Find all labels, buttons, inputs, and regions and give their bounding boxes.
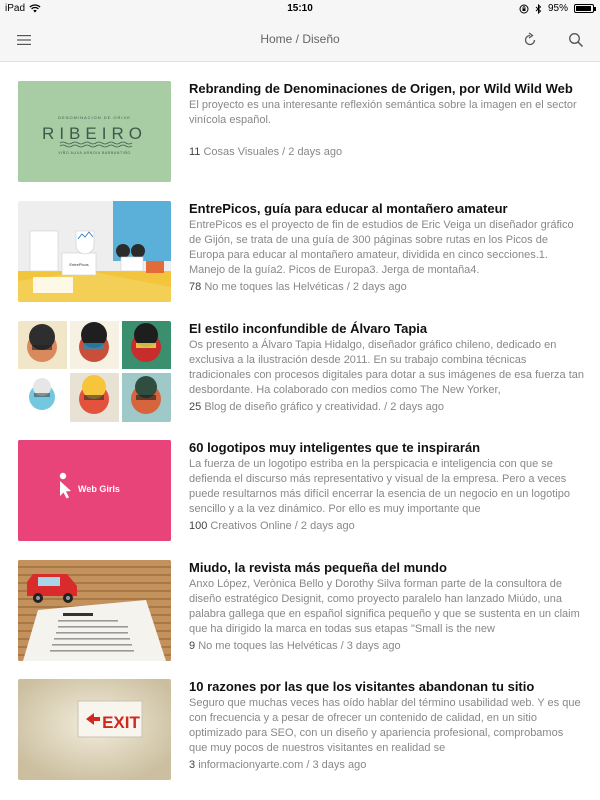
article-text <box>189 560 584 654</box>
article-excerpt: El proyecto es una interesante reflexión semántica sobre la imagen en el sector vinícola español. <box>189 99 577 126</box>
portraits-collage <box>18 321 171 422</box>
battery-percent: 95% <box>547 3 568 14</box>
article-source-time: Creativos Online / 2 days ago <box>210 520 355 532</box>
article-excerpt: EntrePicos es el proyecto de fin de estudios de Eric Veiga un diseñador gráfico de Gijón, se trata de una guía de 300 páginas sobre rutas en los Picos de Europa para educar al montañero amateur, dividida en cinco secciones.1. Manejo de la guía2. Picos de Europa3. Jerga de montaña4. <box>189 219 574 276</box>
refresh-button[interactable] <box>518 28 542 52</box>
article-item[interactable] <box>0 201 600 311</box>
logo-word: RIBEIRO <box>42 124 147 143</box>
article-text <box>189 440 584 534</box>
article-count: 9 <box>189 640 196 652</box>
article-count: 100 <box>189 520 208 532</box>
article-meta <box>189 519 584 534</box>
article-count: 11 <box>189 146 201 158</box>
status-right <box>519 3 594 14</box>
nav-bar <box>0 18 600 62</box>
article-text <box>189 321 584 415</box>
exit-sign-text: EXIT <box>102 713 140 732</box>
web-girls-text: Web Girls <box>78 484 120 494</box>
article-text <box>189 81 584 160</box>
article-thumbnail <box>18 201 171 302</box>
article-meta <box>189 280 584 295</box>
article-item[interactable] <box>0 81 600 191</box>
search-button[interactable] <box>564 28 588 52</box>
refresh-icon <box>522 32 538 48</box>
article-excerpt: Anxo López, Verònica Bello y Dorothy Silva forman parte de la consultora de diseño estratégico Designit, como proyecto paralelo han lanzado Miúdo, una palabra gallega que en español significa pequeño y que se sustenta en un claim que ha dirigido la marca en todas sus etapas "Small is the new <box>189 578 580 635</box>
article-thumbnail <box>18 81 171 182</box>
article-source-time: Blog de diseño gráfico y creatividad. / 2 days ago <box>204 401 445 413</box>
article-title[interactable]: Miudo, la revista más pequeña del mundo <box>189 560 447 575</box>
article-text <box>189 201 584 295</box>
search-icon <box>568 32 584 48</box>
logo-top-text: DENOMINACION DE ORIXE <box>58 115 131 120</box>
miudo-photo <box>18 560 171 661</box>
web-girls-logo <box>18 440 171 541</box>
article-count: 78 <box>189 281 202 293</box>
exit-sign-photo <box>18 679 171 780</box>
entrepicos-brand: EntrePicos <box>69 262 89 267</box>
article-title[interactable]: Rebranding de Denominaciones de Origen, por Wild Wild Web <box>189 81 573 96</box>
article-count: 25 <box>189 401 202 413</box>
article-thumbnail <box>18 560 171 661</box>
battery-icon <box>574 4 594 13</box>
article-source-time: informacionyarte.com / 3 days ago <box>198 759 367 771</box>
logo-bottom-text: VIÑO AUXA ARNOIA BARBANTIÑO <box>58 151 131 155</box>
ribeiro-logo <box>18 81 171 182</box>
article-source-time: No me toques las Helvéticas / 3 days ago <box>198 640 401 652</box>
status-time: 15:10 <box>287 3 313 14</box>
article-item[interactable] <box>0 679 600 789</box>
article-thumbnail <box>18 679 171 780</box>
article-text <box>189 679 584 773</box>
article-meta <box>189 639 584 654</box>
bluetooth-icon <box>535 4 542 14</box>
article-title[interactable]: 60 logotipos muy inteligentes que te inspirarán <box>189 440 481 455</box>
breadcrumb[interactable]: Home / Diseño <box>260 32 340 46</box>
article-meta <box>189 758 584 773</box>
article-meta <box>189 400 584 415</box>
article-item[interactable] <box>0 440 600 550</box>
article-excerpt: Os presento a Álvaro Tapia Hidalgo, diseñador gráfico chileno, dedicado en exclusiva a la ilustración desde 2011. En su trabajo combina técnicas tradicionales con procesos digitales para dotar a sus imágenes de esa fuerza tan desbordante. Ha colaborado con medios como The New Yorker, <box>189 339 584 396</box>
article-source-time: Cosas Visuales / 2 days ago <box>203 146 343 158</box>
article-source-time: No me toques las Helvéticas / 2 days ago <box>204 281 407 293</box>
article-thumbnail <box>18 321 171 422</box>
article-item[interactable] <box>0 560 600 670</box>
article-item[interactable] <box>0 321 600 431</box>
article-thumbnail <box>18 440 171 541</box>
article-excerpt: Seguro que muchas veces has oído hablar del término usabilidad web. Y es que con frecuencia y a pesar de ofrecer un contenido de calidad, en un sitio optimizado para SEO, con un diseño y apariencia profesional, comprobamos que muy pocos de nuestros visitantes en realidad se <box>189 697 581 754</box>
article-meta <box>189 145 584 160</box>
article-title[interactable]: EntrePicos, guía para educar al montañero amateur <box>189 201 508 216</box>
article-title[interactable]: 10 razones por las que los visitantes abandonan tu sitio <box>189 679 535 694</box>
device-name: iPad <box>5 3 26 14</box>
orientation-lock-icon <box>519 4 529 14</box>
article-excerpt: La fuerza de un logotipo estriba en la perspicacia e inteligencia con que se defienda el discurso más representativo y visual de la empresa. Pero a veces puede resultarnos más difícil encerrar la esencia de un negocio en un logotipo sencillo y a la vez dinámico. Por ello es muy importante que <box>189 458 570 515</box>
article-title[interactable]: El estilo inconfundible de Álvaro Tapia <box>189 321 428 336</box>
article-count: 3 <box>189 759 196 771</box>
status-bar <box>0 0 600 18</box>
entrepicos-photo <box>18 201 171 302</box>
battery-level <box>576 6 591 11</box>
